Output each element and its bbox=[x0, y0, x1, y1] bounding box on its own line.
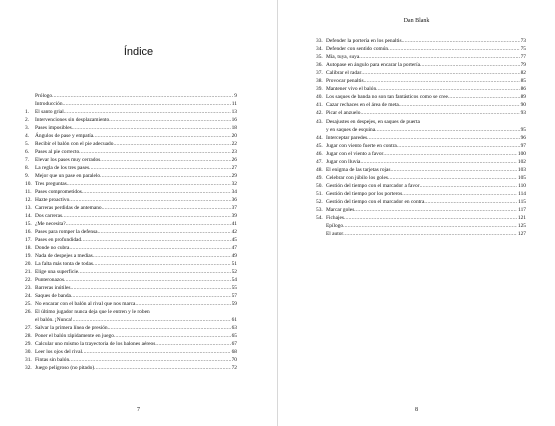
toc-leader-dots bbox=[108, 324, 231, 332]
toc-entry bbox=[25, 164, 237, 172]
toc-entry bbox=[25, 356, 237, 364]
toc-entry bbox=[25, 140, 237, 148]
toc-entry-number: 46. bbox=[316, 150, 323, 157]
toc-entry-page: 37 bbox=[231, 205, 237, 211]
toc-entry-title: El santo grial bbox=[35, 109, 64, 115]
toc-entry-title: el balón. ¡Nunca! bbox=[35, 317, 73, 323]
toc-entry bbox=[25, 108, 237, 116]
toc-leader-dots bbox=[397, 142, 520, 150]
toc-leader-dots bbox=[63, 100, 231, 108]
toc-entry bbox=[25, 332, 237, 340]
toc-leader-dots bbox=[93, 132, 231, 140]
toc-entry-page: 95 bbox=[520, 126, 526, 133]
toc-leader-dots bbox=[155, 340, 230, 348]
toc-entry bbox=[316, 85, 526, 93]
toc-entry bbox=[316, 69, 526, 77]
toc-entry-page: 9 bbox=[234, 93, 237, 99]
toc-entry bbox=[25, 292, 237, 300]
toc-entry bbox=[316, 142, 526, 150]
toc-leader-dots bbox=[73, 316, 231, 324]
toc-leader-dots bbox=[66, 220, 231, 228]
toc-entry-title: Celebrar con júbilo los goles bbox=[326, 174, 388, 181]
toc-entry bbox=[25, 348, 237, 356]
toc-entry-number: 47. bbox=[316, 158, 323, 165]
toc-entry-number: 25. bbox=[25, 301, 32, 307]
toc-entry-number: 7. bbox=[25, 157, 30, 163]
toc-entry bbox=[316, 53, 526, 61]
toc-entry bbox=[25, 180, 237, 188]
toc-entry-page: 121 bbox=[517, 215, 526, 222]
toc-entry-number: 20. bbox=[25, 261, 32, 267]
toc-leader-dots bbox=[420, 182, 518, 190]
toc-leader-dots bbox=[135, 300, 230, 308]
toc-entry bbox=[316, 45, 526, 53]
toc-entry-page: 51 bbox=[231, 261, 237, 267]
toc-entry-number: 22. bbox=[25, 277, 32, 283]
toc-entry-number: 23. bbox=[25, 285, 32, 291]
toc-leader-dots bbox=[376, 85, 519, 93]
toc-entry-title: Juego peligroso (no pitado) bbox=[35, 365, 95, 371]
toc-entry-page: 18 bbox=[231, 125, 237, 131]
toc-entry-title: El último jugador nunca deja que le entren y le roben bbox=[35, 309, 150, 315]
toc-entry-page: 85 bbox=[520, 78, 526, 85]
toc-entry-page: 86 bbox=[520, 86, 526, 93]
toc-entry bbox=[25, 308, 237, 316]
toc-entry bbox=[25, 196, 237, 204]
toc-leader-dots bbox=[420, 61, 520, 69]
toc-entry-page: 79 bbox=[520, 62, 526, 69]
toc-entry-number: 26. bbox=[25, 309, 32, 315]
toc-entry-title: Prólogo bbox=[35, 93, 53, 99]
toc-entry-title: Pases en profundidad bbox=[35, 237, 82, 243]
toc-entry-title: Introducción bbox=[35, 101, 63, 107]
toc-entry-number: 45. bbox=[316, 142, 323, 149]
toc-entry-title: Interceptar paredes bbox=[326, 134, 368, 141]
toc-entry-title: Donde no cubra bbox=[35, 245, 70, 251]
toc-entry bbox=[316, 198, 526, 206]
toc-entry-title: Poner el balón rápidamente en juego bbox=[35, 333, 114, 339]
toc-entry-page: 16 bbox=[231, 117, 237, 123]
toc-entry bbox=[25, 252, 237, 260]
toc-entry bbox=[316, 93, 526, 101]
toc-entry-title: Fichajes bbox=[326, 215, 344, 222]
toc-entry-title: El enigma de las tarjetas rojas bbox=[326, 166, 391, 173]
toc-entry-number: 40. bbox=[316, 94, 323, 101]
toc-leader-dots bbox=[79, 148, 230, 156]
toc-entry-number: 8. bbox=[25, 165, 30, 171]
toc-entry bbox=[316, 222, 526, 230]
toc-entry-number: 35. bbox=[316, 54, 323, 61]
toc-entry-title: Dos carreras bbox=[35, 213, 63, 219]
toc-entry-title: Gestión del tiempo con el marcador en contra bbox=[326, 199, 425, 205]
toc-entry bbox=[316, 150, 526, 158]
toc-entry-number: 1. bbox=[25, 109, 30, 115]
toc-entry-page: 114 bbox=[518, 190, 526, 197]
toc-entry-number: 4. bbox=[25, 133, 30, 139]
toc-entry-page: 103 bbox=[517, 166, 526, 173]
toc-entry-title: Marcar goles bbox=[326, 207, 355, 214]
toc-entry-page: 72 bbox=[231, 365, 237, 371]
toc-entry-page: 57 bbox=[231, 293, 237, 299]
page-number-left: 7 bbox=[137, 407, 140, 413]
toc-entry-number: 43. bbox=[316, 118, 323, 125]
toc-entry-page: 93 bbox=[520, 110, 526, 117]
toc-entry-title: Mantener vivo el balón bbox=[326, 86, 377, 93]
toc-entry-number: 39. bbox=[316, 86, 323, 93]
toc-entry-number: 37. bbox=[316, 70, 323, 77]
toc-leader-dots bbox=[82, 348, 231, 356]
toc-entry-number: 42. bbox=[316, 110, 323, 117]
toc-entry-title: Salvar la primera línea de presión bbox=[35, 325, 108, 331]
toc-entry-title: Desajustes en despejes, en saques de puerta bbox=[326, 118, 420, 125]
toc-entry-page: 110 bbox=[518, 182, 526, 189]
toc-entry-number: 49. bbox=[316, 174, 323, 181]
toc-leader-dots bbox=[93, 260, 231, 268]
toc-entry-number: 51. bbox=[316, 190, 323, 197]
toc-leader-dots bbox=[67, 180, 231, 188]
toc-entry-number: 34. bbox=[316, 46, 323, 53]
toc-entry-page: 13 bbox=[231, 109, 237, 115]
toc-leader-dots bbox=[98, 228, 231, 236]
toc-entry bbox=[25, 284, 237, 292]
toc-entry-page: 41 bbox=[231, 221, 237, 227]
toc-leader-dots bbox=[52, 92, 233, 100]
toc-entry-title: Nada de despejes a medias bbox=[35, 253, 93, 259]
toc-entry-page: 26 bbox=[231, 157, 237, 163]
toc-entry-title: y en saques de esquina bbox=[326, 126, 376, 133]
toc-entry bbox=[25, 236, 237, 244]
toc-entry-title: Mía, tuya, suya bbox=[326, 54, 360, 61]
toc-entry-title: Carreras perdidas de antemano bbox=[35, 205, 102, 211]
toc-entry-page: 68 bbox=[231, 349, 237, 355]
toc-leader-dots bbox=[114, 332, 231, 340]
toc-entry-title: Jugar con lluvia bbox=[326, 158, 361, 165]
toc-entry-number: 33. bbox=[316, 38, 323, 44]
toc-entry bbox=[316, 126, 526, 134]
toc-leader-dots bbox=[82, 188, 231, 196]
toc-leader-dots bbox=[62, 212, 231, 220]
toc-entry-number: 27. bbox=[25, 325, 32, 331]
toc-entry-title: Provocar penaltis bbox=[326, 78, 364, 85]
toc-entry-number: 2. bbox=[25, 117, 30, 123]
toc-entry bbox=[316, 166, 526, 174]
toc-entry bbox=[25, 188, 237, 196]
toc-entry bbox=[25, 340, 237, 348]
toc-entry-page: 27 bbox=[231, 165, 237, 171]
toc-entry bbox=[316, 206, 526, 214]
toc-leader-dots bbox=[354, 206, 517, 214]
toc-entry-number: 9. bbox=[25, 173, 30, 179]
toc-entry-page: 77 bbox=[520, 54, 526, 61]
toc-entry-title: Punteronazos bbox=[35, 277, 65, 283]
toc-entry-number: 53. bbox=[316, 207, 323, 214]
toc-entry-number: 30. bbox=[25, 349, 32, 355]
toc-leader-dots bbox=[402, 37, 520, 45]
toc-entry bbox=[25, 92, 237, 100]
toc-entry-page: 45 bbox=[231, 237, 237, 243]
toc-leader-dots bbox=[69, 244, 230, 252]
toc-entry-number: 15. bbox=[25, 221, 32, 227]
toc-entry-number: 29. bbox=[25, 341, 32, 347]
toc-entry-title: Cazar rechaces en el área de meta bbox=[326, 102, 399, 109]
toc-entry bbox=[25, 100, 237, 108]
toc-entry-page: 47 bbox=[231, 245, 237, 251]
page-number-right: 8 bbox=[415, 407, 418, 413]
toc-entry-number: 3. bbox=[25, 125, 30, 131]
toc-entry-title: Tres preguntas bbox=[35, 181, 67, 187]
toc-entry-title: Pases al pie correcto bbox=[35, 149, 80, 155]
toc-entry bbox=[316, 77, 526, 85]
toc-entry-number: 18. bbox=[25, 245, 32, 251]
toc-entry bbox=[316, 174, 526, 182]
toc-leader-dots bbox=[81, 236, 230, 244]
toc-entry-title: Barreras inútiles bbox=[35, 285, 71, 291]
toc-entry-number: 50. bbox=[316, 182, 323, 189]
toc-leader-dots bbox=[109, 116, 230, 124]
toc-entry-page: 96 bbox=[520, 134, 526, 141]
toc-entry bbox=[25, 116, 237, 124]
toc-entry-title: Epílogo bbox=[326, 223, 344, 230]
running-head: Dan Blank bbox=[403, 18, 430, 24]
toc-leader-dots bbox=[102, 204, 231, 212]
toc-entry-page: 32 bbox=[231, 181, 237, 187]
toc-entry bbox=[25, 132, 237, 140]
toc-entry bbox=[25, 300, 237, 308]
toc-entry bbox=[25, 364, 237, 372]
toc-entry bbox=[25, 260, 237, 268]
toc-entry-number: 32. bbox=[25, 365, 32, 371]
toc-entry-number: 5. bbox=[25, 141, 30, 147]
toc-entry-number: 41. bbox=[316, 102, 323, 109]
toc-entry bbox=[316, 118, 526, 126]
toc-entry-page: 11 bbox=[231, 101, 237, 107]
toc-leader-dots bbox=[100, 156, 230, 164]
toc-entry-title: Hazte proactivo bbox=[35, 197, 70, 203]
toc-entry bbox=[316, 61, 526, 69]
toc-entry-title: Gestión del tiempo por los porteros bbox=[326, 190, 403, 197]
toc-entry-title: Los saques de banda no son tan fantásticos como se cree bbox=[326, 94, 448, 101]
toc-entry bbox=[25, 244, 237, 252]
toc-entry bbox=[25, 156, 237, 164]
toc-entry-page: 105 bbox=[517, 174, 526, 181]
toc-entry-page: 115 bbox=[518, 199, 526, 205]
toc-entry-title: Autopase en ángulo para encarar la portería bbox=[326, 62, 420, 69]
toc-entry-page: 73 bbox=[520, 38, 526, 44]
toc-entry-page: 100 bbox=[517, 150, 526, 157]
toc-entry-page: 34 bbox=[231, 189, 237, 195]
toc-entry-title: Defender con sentido común bbox=[326, 46, 389, 53]
toc-leader-dots bbox=[360, 109, 519, 117]
toc-entry-title: Calcular uno mismo la trayectoria de los balones aéreos bbox=[35, 341, 156, 347]
toc-entry-title: La falta más tonta de todas bbox=[35, 261, 93, 267]
toc-entry-title: Elige una superficie bbox=[35, 269, 79, 275]
toc-entry-title: Mejor que un pase en paralelo bbox=[35, 173, 101, 179]
toc-entry-page: 89 bbox=[520, 94, 526, 101]
toc-leader-dots bbox=[69, 356, 230, 364]
toc-leader-dots bbox=[64, 108, 231, 116]
toc-entry-number: 28. bbox=[25, 333, 32, 339]
toc-entry-page: 20 bbox=[231, 133, 237, 139]
toc-entry-page: 61 bbox=[231, 317, 237, 323]
toc-entry-page: 42 bbox=[231, 229, 237, 235]
toc-entry-number: 17. bbox=[25, 237, 32, 243]
toc-entry-title: Intervenciones sin desplazamiento bbox=[35, 117, 110, 123]
toc-entry bbox=[25, 220, 237, 228]
toc-entry-title: Gestión del tiempo con el marcador a favor bbox=[326, 182, 420, 189]
toc-entry-page: 52 bbox=[231, 269, 237, 275]
toc-entry bbox=[316, 37, 526, 45]
toc-entry bbox=[316, 158, 526, 166]
toc-leader-dots bbox=[361, 69, 519, 77]
toc-entry-number: 11. bbox=[25, 189, 32, 195]
toc-entry-title: El autor bbox=[326, 231, 344, 238]
toc-leader-dots bbox=[343, 222, 517, 230]
toc-entry-title: Picar el anzuelo bbox=[326, 110, 361, 117]
toc-entry-page: 39 bbox=[231, 213, 237, 219]
toc-entry-title: Saques de banda bbox=[35, 293, 71, 299]
toc-entry bbox=[25, 212, 237, 220]
index-heading: Índice bbox=[123, 46, 154, 58]
toc-leader-dots bbox=[383, 150, 517, 158]
toc-leader-dots bbox=[71, 292, 231, 300]
toc-entry-number: 44. bbox=[316, 134, 323, 141]
toc-entry-title: Elevar los pases muy cerrados bbox=[35, 157, 101, 163]
toc-leader-dots bbox=[89, 164, 231, 172]
toc-leader-dots bbox=[391, 166, 517, 174]
toc-leader-dots bbox=[359, 53, 519, 61]
toc-entry-page: 65 bbox=[231, 333, 237, 339]
right-page bbox=[278, 0, 555, 426]
toc-entry-number: 52. bbox=[316, 199, 323, 205]
toc-entry-page: 125 bbox=[517, 223, 526, 230]
toc-entry-page: 36 bbox=[231, 197, 237, 203]
toc-leader-dots bbox=[367, 134, 519, 142]
left-page bbox=[0, 0, 277, 426]
toc-entry-page: 70 bbox=[231, 357, 237, 363]
toc-entry-title: No encarar con el balón al rival que nos marca bbox=[35, 301, 136, 307]
toc-entry bbox=[316, 214, 526, 222]
toc-entry-page: 29 bbox=[231, 173, 237, 179]
toc-leader-dots bbox=[94, 364, 230, 372]
toc-entry-number: 16. bbox=[25, 229, 32, 235]
toc-entry bbox=[316, 134, 526, 142]
toc-leader-dots bbox=[402, 190, 517, 198]
toc-entry-title: Fintas sin balón bbox=[35, 357, 70, 363]
toc-leader-dots bbox=[113, 140, 230, 148]
toc-entry bbox=[25, 268, 237, 276]
toc-entry-page: 67 bbox=[231, 341, 237, 347]
toc-leader-dots bbox=[399, 101, 520, 109]
toc-entry-page: 97 bbox=[520, 142, 526, 149]
toc-leader-dots bbox=[448, 93, 520, 101]
toc-entry bbox=[316, 182, 526, 190]
toc-entry-number: 48. bbox=[316, 166, 323, 173]
toc-entry-title: ¿Me necesita? bbox=[35, 221, 66, 227]
toc-leader-dots bbox=[424, 198, 517, 206]
toc-leader-dots bbox=[344, 214, 517, 222]
toc-entry-title: Defender la portería en los penaltis bbox=[326, 38, 402, 44]
toc-leader-dots bbox=[70, 284, 230, 292]
toc-entry-title: Jugar con viento fuerte en contra bbox=[326, 142, 397, 149]
toc-entry-page: 75 bbox=[520, 46, 526, 53]
toc-entry-page: 63 bbox=[231, 325, 237, 331]
toc-entry-page: 49 bbox=[231, 253, 237, 259]
toc-entry-number: 38. bbox=[316, 78, 323, 85]
toc-entry bbox=[316, 101, 526, 109]
toc-leader-dots bbox=[360, 158, 516, 166]
toc-entry-page: 54 bbox=[231, 277, 237, 283]
toc-entry bbox=[25, 324, 237, 332]
toc-entry bbox=[25, 316, 237, 324]
toc-entry-page: 82 bbox=[520, 70, 526, 77]
toc-leader-dots bbox=[375, 126, 520, 134]
toc-entry-title: Pases comprometidos bbox=[35, 189, 82, 195]
toc-entry-page: 55 bbox=[231, 285, 237, 291]
toc-entry bbox=[25, 204, 237, 212]
toc-leader-dots bbox=[69, 196, 230, 204]
toc-entry-page: 117 bbox=[518, 207, 526, 214]
toc-entry bbox=[25, 172, 237, 180]
toc-entry-number: 24. bbox=[25, 293, 32, 299]
toc-entry-title: Pases imposibles bbox=[35, 125, 72, 131]
toc-entry-page: 127 bbox=[517, 231, 526, 238]
toc-entry-number: 13. bbox=[25, 205, 32, 211]
toc-leader-dots bbox=[93, 252, 231, 260]
toc-leader-dots bbox=[100, 172, 230, 180]
toc-entry-page: 102 bbox=[517, 158, 526, 165]
toc-entry-title: Leer los ojos del rival bbox=[35, 349, 83, 355]
toc-entry-page: 23 bbox=[231, 149, 237, 155]
toc-entry-number: 21. bbox=[25, 269, 32, 275]
toc-entry bbox=[25, 276, 237, 284]
toc-entry-number: 6. bbox=[25, 149, 30, 155]
toc-leader-dots bbox=[64, 276, 231, 284]
toc-entry-number: 19. bbox=[25, 253, 32, 259]
toc-leader-dots bbox=[388, 45, 519, 53]
toc-leader-dots bbox=[78, 268, 231, 276]
toc-entry bbox=[25, 228, 237, 236]
toc-entry-number: 54. bbox=[316, 215, 323, 222]
toc-entry-title: La regla de los tres pases bbox=[35, 165, 90, 171]
toc-entry bbox=[25, 148, 237, 156]
toc-entry-number: 36. bbox=[316, 62, 323, 69]
toc-entry-number: 12. bbox=[25, 197, 32, 203]
toc-leader-dots bbox=[364, 77, 520, 85]
toc-entry-title: Recibir el balón con el pie adecuado bbox=[35, 141, 114, 147]
toc-entry-page: 59 bbox=[231, 301, 237, 307]
toc-entry-title: Pases para romper la defensa bbox=[35, 229, 98, 235]
toc-entry-page: 22 bbox=[231, 141, 237, 147]
toc-entry-number: 14. bbox=[25, 213, 32, 219]
toc-leader-dots bbox=[388, 174, 517, 182]
toc-entry-title: Calibrar el radar bbox=[326, 70, 362, 77]
toc-entry-page: 90 bbox=[520, 102, 526, 109]
toc-entry bbox=[316, 190, 526, 198]
toc-entry bbox=[316, 230, 526, 238]
toc-entry bbox=[25, 124, 237, 132]
toc-leader-dots bbox=[72, 124, 231, 132]
toc-entry-number: 10. bbox=[25, 181, 32, 187]
toc-entry-title: Jugar con el viento a favor bbox=[326, 150, 384, 157]
toc-entry-number: 31. bbox=[25, 357, 32, 363]
toc-leader-dots bbox=[343, 230, 517, 238]
toc-entry-title: Ángulos de pase y empatía bbox=[35, 133, 94, 139]
toc-entry bbox=[316, 109, 526, 117]
